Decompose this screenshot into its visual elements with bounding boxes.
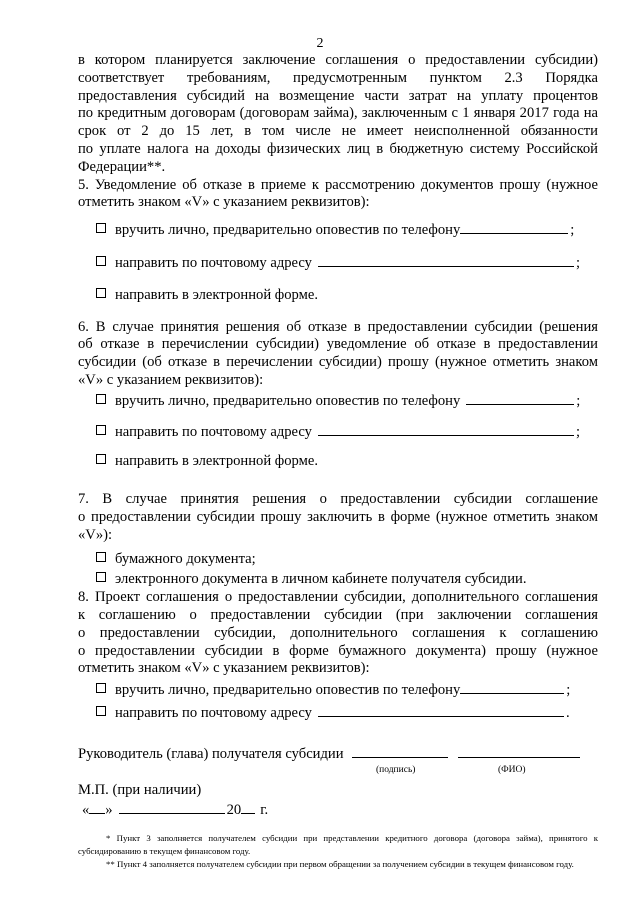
year-field[interactable] xyxy=(241,801,255,814)
option-label: направить в электронной форме. xyxy=(115,453,318,470)
page-number: 2 xyxy=(316,36,324,51)
text-line: 7. В случае принятия решения о предоставлении субсидии соглашение xyxy=(78,491,598,508)
document-body xyxy=(78,52,598,871)
section-7 xyxy=(78,491,598,589)
option-send-by-mail xyxy=(96,423,598,442)
stamp-line: М.П. (при наличии) xyxy=(78,781,202,798)
text-line: о предоставлении субсидии в форме бумажного документа) прошу (нужное xyxy=(78,642,598,659)
text-line: «V» с указанием реквизитов): xyxy=(78,371,264,388)
day-field[interactable] xyxy=(89,801,105,814)
date-quote-open: « xyxy=(82,802,90,819)
text-line: по кредитным договорам (договорам займа), заключенным с 1 января 2017 года на xyxy=(78,105,598,122)
punct: ; xyxy=(576,392,581,409)
text-line: 5. Уведомление об отказе в приеме к рассмотрению документов прошу (нужное xyxy=(78,176,598,193)
checkbox[interactable] xyxy=(96,552,106,562)
option-paper-document xyxy=(96,551,598,569)
checkbox[interactable] xyxy=(96,454,106,464)
name-caption: (ФИО) xyxy=(498,764,526,775)
year-prefix: 20 xyxy=(226,802,242,819)
phone-field[interactable] xyxy=(460,681,564,694)
option-label: вручить лично, предварительно оповестив по телефону xyxy=(115,222,461,239)
section-8 xyxy=(78,589,598,723)
text-line: срок от 2 до 15 лет, в том числе не имеет неисполненной обязанности xyxy=(78,123,598,140)
text-line: предоставления субсидий на возмещение части затрат на уплату процентов xyxy=(78,87,598,104)
punct: ; xyxy=(575,254,581,271)
option-electronic xyxy=(96,453,598,471)
checkbox[interactable] xyxy=(96,572,106,582)
intro-paragraph xyxy=(78,52,598,177)
section-6 xyxy=(78,319,598,472)
signature-caption: (подпись) xyxy=(376,764,416,775)
option-label: направить по почтовому адресу xyxy=(115,423,312,440)
option-send-by-mail xyxy=(96,704,598,723)
checkbox[interactable] xyxy=(96,706,106,716)
option-send-by-mail xyxy=(96,254,598,273)
text-line: 6. В случае принятия решения об отказе в предоставлении субсидии (решения xyxy=(78,318,598,335)
text-line: к соглашению о предоставлении субсидии (при заключении соглашения xyxy=(78,606,598,623)
name-field[interactable] xyxy=(458,745,580,758)
punct: ; xyxy=(570,222,575,239)
option-deliver-personally xyxy=(96,392,598,411)
text-line: отметить знаком «V» с указанием реквизитов): xyxy=(78,660,370,677)
option-label: вручить лично, предварительно оповестив по телефону xyxy=(115,392,461,409)
text-line: отметить знаком «V» с указанием реквизитов): xyxy=(78,194,370,211)
text-line: в котором планируется заключение соглашения о предоставлении субсидии) xyxy=(78,52,598,68)
checkbox[interactable] xyxy=(96,425,106,435)
option-label: вручить лично, предварительно оповестив по телефону xyxy=(115,682,461,699)
address-field[interactable] xyxy=(318,423,574,436)
address-field[interactable] xyxy=(318,704,564,717)
signature-field[interactable] xyxy=(352,745,448,758)
checkbox[interactable] xyxy=(96,683,106,693)
phone-field[interactable] xyxy=(466,392,574,405)
text-line: субсидии (об отказе в перечислении субсидии) прошу (нужное отметить знаком xyxy=(78,354,598,371)
text-line: 8. Проект соглашения о предоставлении субсидии, дополнительного соглашения xyxy=(78,589,598,606)
text-line: о предоставлении субсидии прошу заключить в форме (нужное отметить знаком xyxy=(78,508,598,525)
text-line: Федерации**. xyxy=(78,158,166,175)
option-label: направить в электронной форме. xyxy=(115,286,318,303)
option-electronic-document xyxy=(96,571,598,589)
checkbox[interactable] xyxy=(96,256,106,266)
option-label: бумажного документа; xyxy=(115,550,256,567)
signature-label: Руководитель (глава) получателя субсидии xyxy=(78,745,344,762)
section-5 xyxy=(78,177,598,305)
text-line: по уплате налога на доходы физических лиц в бюджетную систему Российской xyxy=(78,140,598,157)
footnotes xyxy=(78,832,598,871)
option-label: электронного документа в личном кабинете получателя субсидии. xyxy=(115,571,527,588)
option-label: направить по почтовому адресу xyxy=(115,254,312,271)
text-line: об отказе в перечислении субсидии) уведомление об отказе в предоставлении xyxy=(78,336,598,353)
checkbox[interactable] xyxy=(96,288,106,298)
footnote-1: * Пункт 3 заполняется получателем субсидии при представлении кредитного договора (договора займа), принятого к субсидированию в текущем финансовом году. xyxy=(78,833,598,857)
phone-field[interactable] xyxy=(460,221,568,234)
option-electronic xyxy=(96,287,598,305)
checkbox[interactable] xyxy=(96,394,106,404)
text-line: соответствует требованиям, предусмотренным пунктом 2.3 Порядка xyxy=(78,69,598,86)
checkbox[interactable] xyxy=(96,223,106,233)
footnote-2: ** Пункт 4 заполняется получателем субсидии при первом обращении за получением субсидии в текущем финансовом году. xyxy=(106,859,574,870)
option-label: направить по почтовому адресу xyxy=(115,704,312,721)
option-deliver-personally xyxy=(96,221,598,240)
text-line: «V»): xyxy=(78,526,113,543)
address-field[interactable] xyxy=(318,254,574,267)
date-row xyxy=(82,801,598,820)
punct: ; xyxy=(575,423,581,440)
punct: ; xyxy=(566,682,571,699)
option-deliver-personally xyxy=(96,681,598,700)
month-field[interactable] xyxy=(119,801,225,814)
year-suffix: г. xyxy=(260,802,269,819)
signature-captions xyxy=(78,764,598,778)
text-line: о предоставлении субсидии, дополнительного соглашения к соглашению xyxy=(78,624,598,641)
punct: . xyxy=(565,704,570,721)
date-quote-close: » xyxy=(105,802,113,819)
